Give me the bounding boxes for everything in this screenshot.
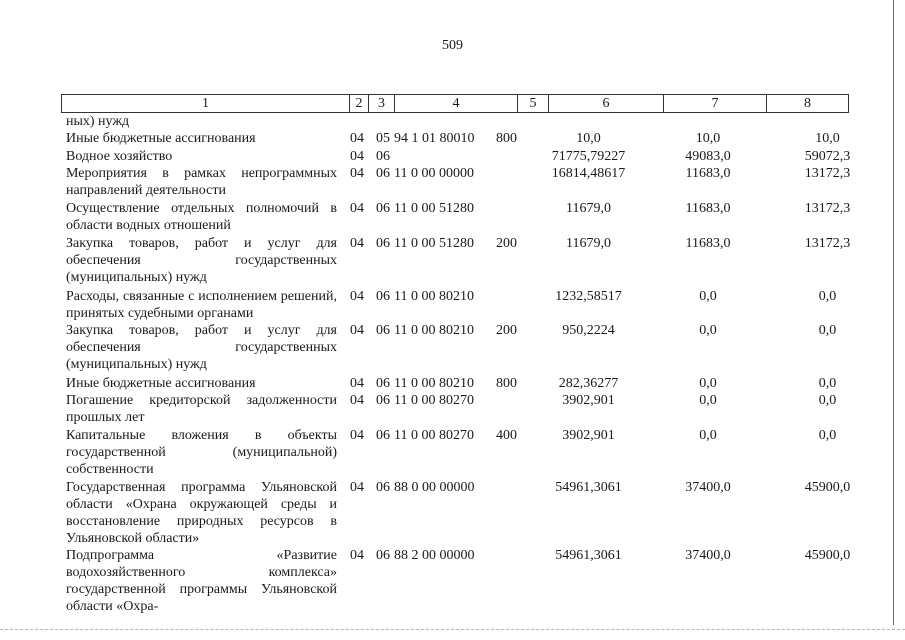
row-amount-col7: 0,0: [699, 376, 717, 391]
row-amount-col7: 10,0: [695, 131, 721, 146]
row-amount-col6: 950,2224: [562, 323, 615, 338]
row-subsection: 06: [376, 548, 390, 563]
row-amount-col6: 16814,48617: [551, 166, 626, 181]
row-amount-col6: 71775,79227: [551, 149, 626, 164]
row-target-article: 11 0 00 80210: [394, 323, 474, 338]
row-name: Закупка товаров, работ и услуг для обеспечения государственных (муниципальных) нужд: [66, 323, 337, 372]
row-name: Погашение кредиторской задолженности прошлых лет: [66, 393, 337, 425]
row-subsection: 06: [376, 428, 390, 443]
row-target-article: 11 0 00 00000: [394, 166, 474, 181]
row-name: Водное хозяйство: [66, 149, 173, 164]
row-expense-type: 400: [496, 428, 517, 443]
header-col-2: 2: [350, 95, 369, 112]
row-section: 04: [350, 236, 364, 251]
row-name: ных) нужд: [66, 114, 130, 129]
row-target-article: 94 1 01 80010: [394, 131, 475, 146]
row-name: Подпрограмма «Развитие водохозяйственного комплекса» государственной программы Ульяновской области «Охра-: [66, 548, 337, 614]
row-expense-type: 200: [496, 236, 517, 251]
row-section: 04: [350, 166, 364, 181]
row-section: 04: [350, 376, 364, 391]
row-amount-col8: 13172,3: [804, 166, 851, 181]
row-section: 04: [350, 323, 364, 338]
header-col-7: 7: [664, 95, 767, 112]
row-name: Капитальные вложения в объекты государственной (муниципальной) собственности: [66, 428, 337, 477]
row-amount-col7: 0,0: [699, 289, 717, 304]
row-target-article: 11 0 00 80270: [394, 428, 474, 443]
row-amount-col6: 11679,0: [566, 236, 611, 251]
header-col-4: 4: [395, 95, 518, 112]
row-subsection: 06: [376, 149, 390, 164]
row-amount-col7: 37400,0: [685, 548, 731, 563]
row-subsection: 06: [376, 480, 390, 495]
row-amount-col6: 1232,58517: [555, 289, 622, 304]
row-amount-col6: 3902,901: [562, 428, 615, 443]
row-section: 04: [350, 393, 364, 408]
row-amount-col7: 49083,0: [685, 149, 731, 164]
row-expense-type: 200: [496, 323, 517, 338]
row-amount-col8: 0,0: [818, 323, 837, 338]
row-target-article: 11 0 00 51280: [394, 201, 474, 216]
row-name: Закупка товаров, работ и услуг для обеспечения государственных (муниципальных) нужд: [66, 236, 337, 285]
row-amount-col8: 0,0: [818, 428, 837, 443]
row-target-article: 88 2 00 00000: [394, 548, 475, 563]
row-amount-col8: 13172,3: [804, 236, 851, 251]
row-section: 04: [350, 131, 364, 146]
header-col-8: 8: [804, 96, 811, 111]
row-amount-col6: 54961,3061: [555, 480, 622, 495]
row-amount-col6: 3902,901: [562, 393, 615, 408]
header-col-1: 1: [62, 95, 350, 112]
row-amount-col7: 11683,0: [685, 201, 731, 216]
row-target-article: 11 0 00 80210: [394, 376, 474, 391]
row-amount-col7: 11683,0: [685, 236, 731, 251]
row-expense-type: 800: [496, 376, 517, 391]
row-section: 04: [350, 480, 364, 495]
row-subsection: 06: [376, 201, 390, 216]
row-subsection: 06: [376, 166, 390, 181]
row-amount-col8: 0,0: [818, 289, 837, 304]
row-section: 04: [350, 149, 364, 164]
row-name: Расходы, связанные с исполнением решений, принятых судебными органами: [66, 289, 337, 321]
row-subsection: 06: [376, 393, 390, 408]
row-amount-col8: 10,0: [815, 131, 840, 146]
page-right-edge: [893, 0, 894, 625]
row-name: Иные бюджетные ассигнования: [66, 376, 256, 391]
row-amount-col7: 0,0: [699, 393, 717, 408]
row-expense-type: 800: [496, 131, 517, 146]
row-amount-col7: 11683,0: [685, 166, 731, 181]
page-bottom-edge: [0, 629, 905, 630]
row-subsection: 06: [376, 289, 390, 304]
row-name: Мероприятия в рамках непрограммных направлений деятельности: [66, 166, 337, 198]
row-amount-col8: 59072,3: [804, 149, 851, 164]
row-amount-col8: 45900,0: [804, 548, 851, 563]
row-amount-col8: 13172,3: [804, 201, 851, 216]
row-section: 04: [350, 201, 364, 216]
row-amount-col6: 54961,3061: [555, 548, 622, 563]
row-target-article: 11 0 00 80270: [394, 393, 474, 408]
row-name: Осуществление отдельных полномочий в области водных отношений: [66, 201, 337, 233]
page-number: 509: [442, 38, 463, 53]
row-section: 04: [350, 548, 364, 563]
row-subsection: 05: [376, 131, 390, 146]
row-amount-col8: 0,0: [818, 376, 837, 391]
row-amount-col7: 37400,0: [685, 480, 731, 495]
row-amount-col6: 10,0: [576, 131, 601, 146]
header-col-5: 5: [518, 95, 549, 112]
row-amount-col6: 11679,0: [566, 201, 611, 216]
row-name: Иные бюджетные ассигнования: [66, 131, 256, 146]
row-amount-col6: 282,36277: [558, 376, 619, 391]
row-amount-col8: 0,0: [818, 393, 837, 408]
row-target-article: 88 0 00 00000: [394, 480, 475, 495]
row-amount-col8: 45900,0: [804, 480, 851, 495]
row-subsection: 06: [376, 323, 390, 338]
row-amount-col7: 0,0: [699, 323, 717, 338]
header-col-6: 6: [549, 95, 664, 112]
table-header: [61, 94, 849, 113]
row-section: 04: [350, 428, 364, 443]
row-name: Государственная программа Ульяновской области «Охрана окружающей среды и восстановление природных ресурсов в Ульяновской области»: [66, 480, 337, 546]
row-target-article: 11 0 00 51280: [394, 236, 474, 251]
row-subsection: 06: [376, 236, 390, 251]
row-target-article: 11 0 00 80210: [394, 289, 474, 304]
row-amount-col7: 0,0: [699, 428, 717, 443]
row-subsection: 06: [376, 376, 390, 391]
row-section: 04: [350, 289, 364, 304]
header-col-3: 3: [369, 95, 395, 112]
